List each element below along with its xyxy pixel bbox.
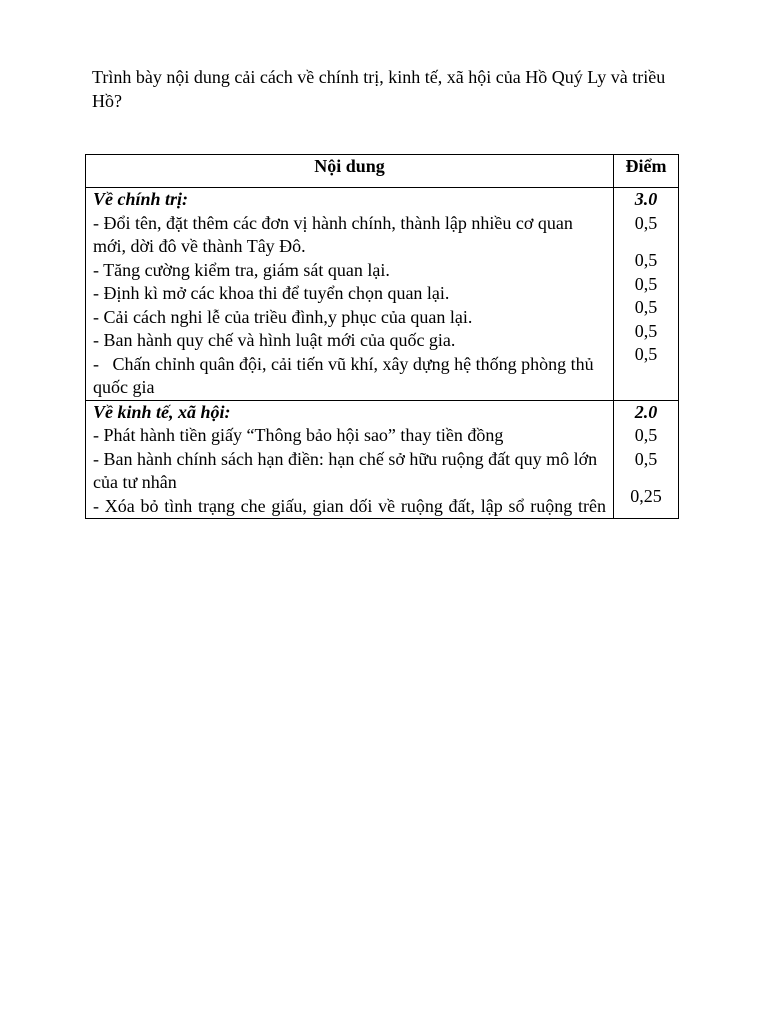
list-item: - Tăng cường kiểm tra, giám sát quan lại. [93,259,390,280]
list-item: - Ban hành quy chế và hình luật mới của quốc gia. [93,330,456,350]
list-item: - Định kì mở các khoa thi để tuyển chọn quan lại. [93,283,450,303]
list-item: - Phát hành tiền giấy “Thông bảo hội sao” thay tiền đồng [93,425,504,445]
section-total-score: 2.0 [634,401,658,422]
section-title: Về chính trị: [93,189,189,209]
item-score: 0,5 [634,425,658,445]
answer-table [85,154,679,519]
list-item: - Xóa bỏ tình trạng che giấu, gian dối về ruộng đất, lập sổ ruộng trên [93,495,606,516]
table-row-economy-society [86,400,679,519]
score-cell-politics [614,188,679,401]
item-score: 0,5 [634,320,658,341]
score-cell-economy-society [614,400,679,519]
header-content: Nội dung [86,155,614,188]
question-text: Trình bày nội dung cải cách về chính trị, kinh tế, xã hội của Hồ Quý Ly và triều Hồ? [92,67,666,111]
table-row-politics [86,188,679,401]
item-score: 0,5 [634,344,658,364]
item-score: 0,5 [634,448,658,469]
section-total-score: 3.0 [634,189,658,209]
list-item: - Chấn chỉnh quân đội, cải tiến vũ khí, xây dựng hệ thống phòng thủ quốc gia [93,353,599,397]
table-header-row [86,155,679,188]
list-item: - Ban hành chính sách hạn điền: hạn chế sở hữu ruộng đất quy mô lớn của tư nhân [93,448,602,492]
content-cell-economy-society [86,400,614,519]
item-score: 0,5 [634,250,658,270]
content-cell-politics [86,188,614,401]
list-item: - Cải cách nghi lễ của triều đình,y phục của quan lại. [93,306,473,327]
section-title: Về kinh tế, xã hội: [93,401,231,422]
header-score: Điểm [614,155,679,188]
item-score: 0,5 [634,212,658,233]
item-score: 0,5 [634,297,658,317]
item-score: 0,5 [634,273,658,294]
list-item: - Đổi tên, đặt thêm các đơn vị hành chính, thành lập nhiều cơ quan mới, dời đô về thành Tây Đô. [93,212,578,256]
item-score: 0,25 [630,486,662,506]
